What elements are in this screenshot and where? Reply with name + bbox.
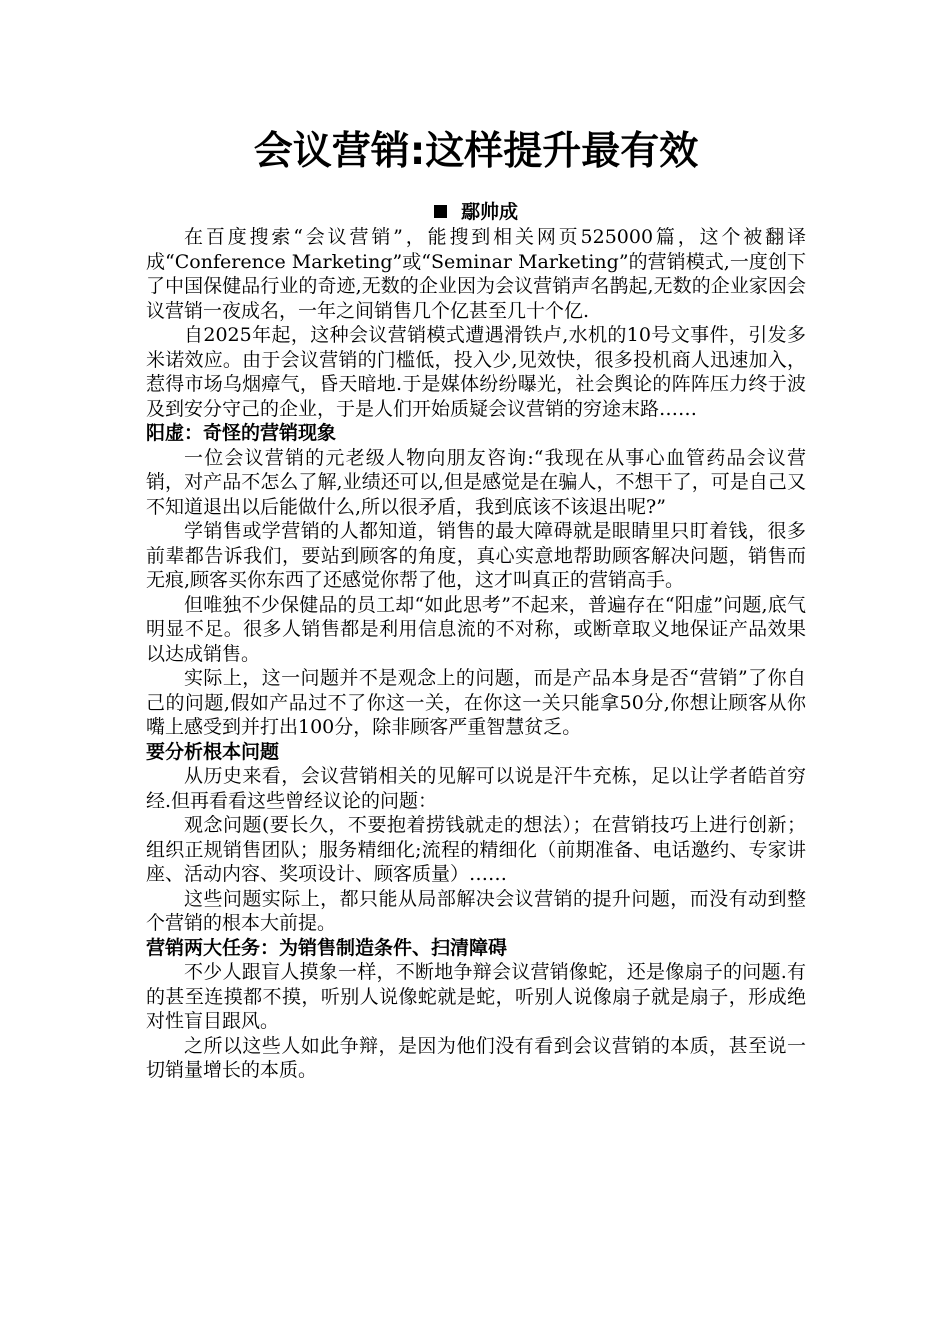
author-line — [146, 199, 806, 225]
section-heading: 营销两大任务：为销售制造条件、扫清障碍 — [146, 936, 508, 959]
paragraph: 自2025年起，这种会议营销模式遭遇滑铁卢,水机的10号文事件，引发多米诺效应。由于会议营销的门槛低，投入少,见效快，很多投机商人迅速加入，惹得市场乌烟瘴气，昏天暗地.于是媒体纷纷曝光，社会舆论的阵阵压力终于波及到安分守己的企业，于是人们开始质疑会议营销的穷途末路…… — [146, 324, 806, 420]
paragraph: 在百度搜索“会议营销”，能搜到相关网页525000篇，这个被翻译成“Conference Marketing”或“Seminar Marketing”的营销模式,一度创下了中国保健品行业的奇迹,无数的企业因为会议营销声名鹊起,无数的企业家因会议营销一夜成名，一年之间销售几个亿甚至几十个亿. — [146, 226, 806, 322]
paragraph: 从历史来看，会议营销相关的见解可以说是汗牛充栋，足以让学者皓首穷经.但再看看这些曾经议论的问题： — [146, 765, 806, 812]
article-page — [146, 0, 806, 1083]
paragraph: 观念问题(要长久，不要抱着捞钱就走的想法）；在营销技巧上进行创新；组织正规销售团队；服务精细化;流程的精细化（前期准备、电话邀约、专家讲座、活动内容、奖项设计、顾客质量）…… — [146, 814, 806, 885]
article-body — [146, 225, 806, 1083]
article-title: 会议营销:这样提升最有效 — [253, 129, 699, 174]
paragraph: 之所以这些人如此争辩，是因为他们没有看到会议营销的本质，甚至说一切销量增长的本质。 — [146, 1034, 806, 1081]
paragraph: 但唯独不少保健品的员工却“如此思考”不起来，普遍存在“阳虚”问题,底气明显不足。很多人销售都是利用信息流的不对称，或断章取义地保证产品效果以达成销售。 — [146, 593, 806, 665]
paragraph: 一位会议营销的元老级人物向朋友咨询:“我现在从事心血管药品会议营销，对产品不怎么了解,业绩还可以,但是感觉是在骗人，不想干了，可是自己又不知道退出以后能做什么,所以很矛盾，我到底该不该退出呢?” — [146, 446, 806, 518]
square-bullet-icon — [434, 205, 447, 218]
section-heading: 要分析根本问题 — [146, 740, 280, 763]
paragraph: 学销售或学营销的人都知道，销售的最大障碍就是眼睛里只盯着钱，很多前辈都告诉我们，要站到顾客的角度，真心实意地帮助顾客解决问题，销售而无痕,顾客买你东西了还感觉你帮了他，这才叫真正的营销高手。 — [146, 520, 806, 591]
paragraph: 不少人跟盲人摸象一样，不断地争辩会议营销像蛇，还是像扇子的问题.有的甚至连摸都不摸，听别人说像蛇就是蛇，听别人说像扇子就是扇子，形成绝对性盲目跟风。 — [146, 961, 806, 1032]
paragraph: 实际上，这一问题并不是观念上的问题，而是产品本身是否“营销”了你自己的问题,假如产品过不了你这一关，在你这一关只能拿50分,你想让顾客从你嘴上感受到并打出100分，除非顾客严重智慧贫乏。 — [146, 667, 806, 738]
section-heading: 阳虚：奇怪的营销现象 — [146, 422, 337, 444]
paragraph: 这些问题实际上，都只能从局部解决会议营销的提升问题，而没有动到整个营销的根本大前提。 — [146, 887, 806, 934]
author-name: 鄢帅成 — [460, 201, 518, 223]
